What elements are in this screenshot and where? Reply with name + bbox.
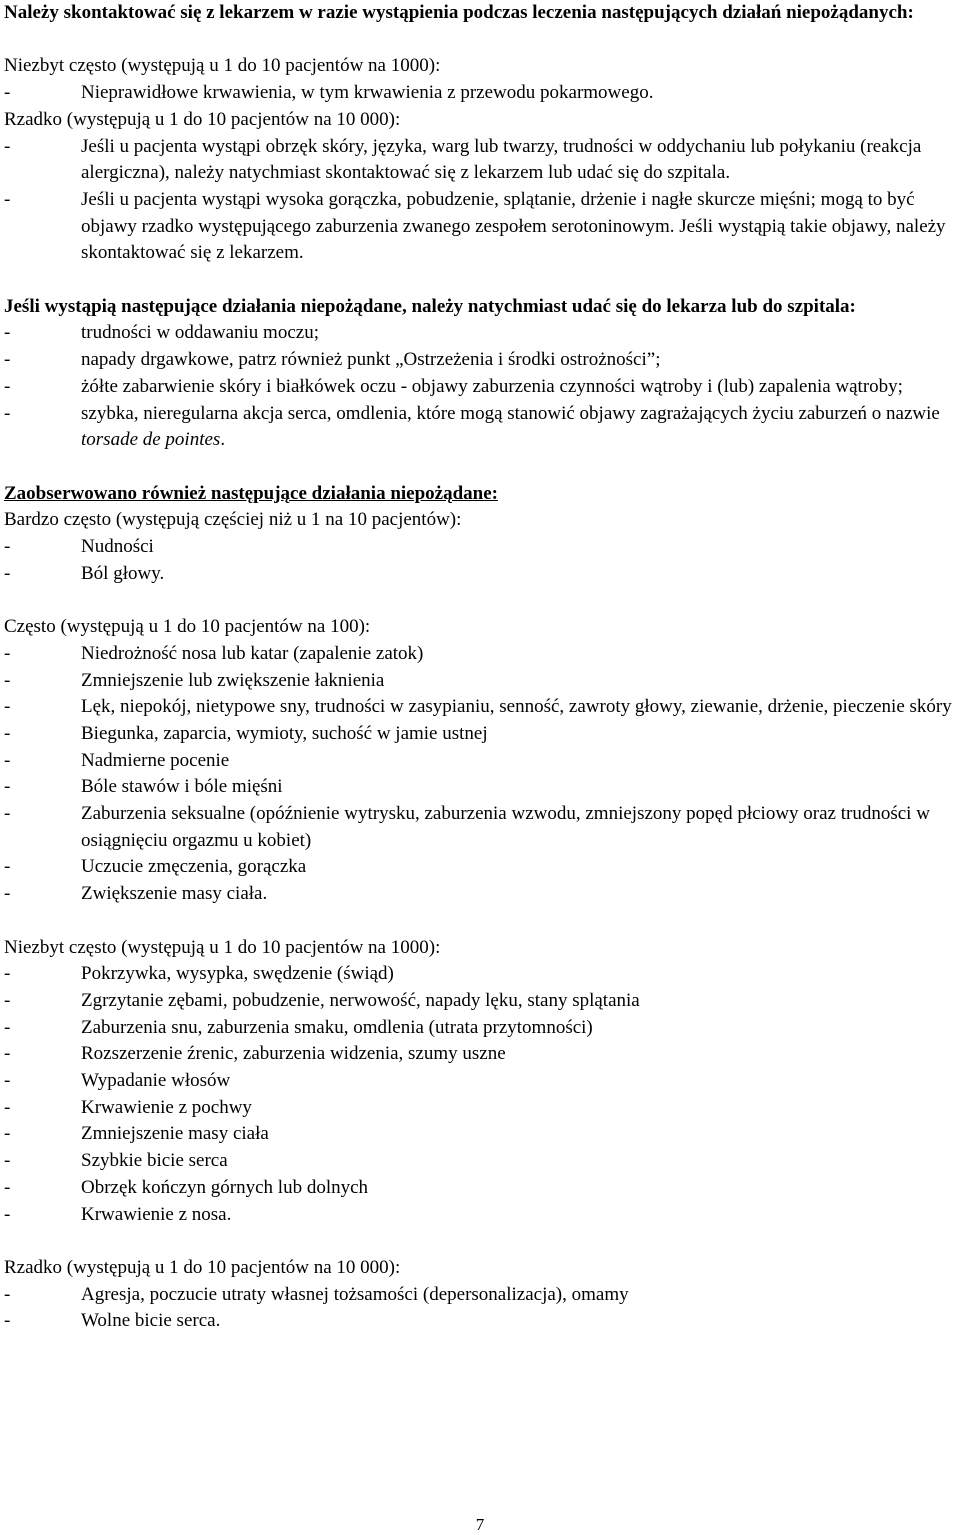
- frequency-label: Rzadko (występują u 1 do 10 pacjentów na 10 000):: [4, 1256, 401, 1278]
- list-item: - Pokrzywka, wysypka, swędzenie (świąd): [4, 961, 958, 988]
- list-item: - Uczucie zmęczenia, gorączka: [4, 854, 958, 881]
- list-item: - Wolne bicie serca.: [4, 1308, 958, 1335]
- section-heading: Zaobserwowano również następujące działania niepożądane:: [4, 482, 498, 504]
- effects-list: [4, 1282, 958, 1335]
- list-item: - Jeśli u pacjenta wystąpi obrzęk skóry, języka, warg lub twarzy, trudności w oddychaniu lub połykaniu (reakcja alergiczna), należy natychmiast skontaktować się z lekarzem lub udać się do szpitala.: [4, 134, 958, 187]
- list-item: - Bóle stawów i bóle mięśni: [4, 774, 958, 801]
- list-item: - Zaburzenia seksualne (opóźnienie wytrysku, zaburzenia wzwodu, zmniejszony popęd płciowy oraz trudności w osiągnięciu orgazmu u kobiet): [4, 801, 958, 854]
- list-item: - Biegunka, zaparcia, wymioty, suchość w jamie ustnej: [4, 721, 958, 748]
- section-heading: Jeśli wystąpią następujące działania niepożądane, należy natychmiast udać się do lekarza lub do szpitala:: [4, 295, 856, 317]
- list-item-text: szybka, nieregularna akcja serca, omdlenia, które mogą stanowić objawy zagrażających życiu zaburzeń o nazwie: [81, 402, 940, 424]
- section-heading: Należy skontaktować się z lekarzem w razie wystąpienia podczas leczenia następujących działań niepożądanych:: [4, 2, 914, 23]
- list-item: - Zgrzytanie zębami, pobudzenie, nerwowość, napady lęku, stany splątania: [4, 988, 958, 1015]
- list-item: - Nudności: [4, 534, 958, 561]
- italic-term: torsade de pointes: [81, 429, 221, 451]
- frequency-label: Niezbyt często (występują u 1 do 10 pacjentów na 1000):: [4, 936, 441, 958]
- frequency-label: Rzadko (występują u 1 do 10 pacjentów na 10 000):: [4, 108, 401, 130]
- list-item: - Jeśli u pacjenta wystąpi wysoka gorączka, pobudzenie, splątanie, drżenie i nagłe skurcze mięśni; mogą to być objawy rzadko występującego zaburzenia zwanego zespołem serotoninowym. Jeśli wystąpią takie objawy, należy skontaktować się z lekarzem.: [4, 187, 958, 267]
- list-item-end: .: [220, 429, 226, 451]
- list-item: - Krwawienie z nosa.: [4, 1202, 958, 1229]
- page-number: 7: [475, 1515, 485, 1534]
- list-item: - Rozszerzenie źrenic, zaburzenia widzenia, szumy uszne: [4, 1041, 958, 1068]
- effects-list: [4, 80, 958, 107]
- list-item: - Nadmierne pocenie: [4, 748, 958, 775]
- list-item: - Zmniejszenie masy ciała: [4, 1121, 958, 1148]
- frequency-label: Często (występują u 1 do 10 pacjentów na 100):: [4, 616, 371, 638]
- list-item: - Agresja, poczucie utraty własnej tożsamości (depersonalizacja), omamy: [4, 1282, 958, 1309]
- list-item: - Zwiększenie masy ciała.: [4, 881, 958, 908]
- list-item: [4, 401, 958, 454]
- effects-list: [4, 961, 958, 1228]
- list-item: - Zaburzenia snu, zaburzenia smaku, omdlenia (utrata przytomności): [4, 1015, 958, 1042]
- list-item: - Wypadanie włosów: [4, 1068, 958, 1095]
- list-item: - napady drgawkowe, patrz również punkt „Ostrzeżenia i środki ostrożności”;: [4, 347, 958, 374]
- effects-list: [4, 534, 958, 587]
- effects-list: [4, 134, 958, 268]
- effects-list: [4, 641, 958, 908]
- frequency-label: Niezbyt często (występują u 1 do 10 pacjentów na 1000):: [4, 55, 441, 77]
- list-item: - Nieprawidłowe krwawienia, w tym krwawienia z przewodu pokarmowego.: [4, 80, 958, 107]
- list-item: - Szybkie bicie serca: [4, 1148, 958, 1175]
- list-item: - Niedrożność nosa lub katar (zapalenie zatok): [4, 641, 958, 668]
- list-item: - Krwawienie z pochwy: [4, 1095, 958, 1122]
- list-item: - trudności w oddawaniu moczu;: [4, 320, 958, 347]
- effects-list: [4, 320, 958, 454]
- list-item: - Ból głowy.: [4, 561, 958, 588]
- list-item: - Zmniejszenie lub zwiększenie łaknienia: [4, 668, 958, 695]
- page-content: [4, 0, 958, 1335]
- list-item: - żółte zabarwienie skóry i białkówek oczu - objawy zaburzenia czynności wątroby i (lub) zapalenia wątroby;: [4, 374, 958, 401]
- list-item: - Obrzęk kończyn górnych lub dolnych: [4, 1175, 958, 1202]
- list-item: - Lęk, niepokój, nietypowe sny, trudności w zasypianiu, senność, zawroty głowy, ziewanie, drżenie, pieczenie skóry: [4, 694, 958, 721]
- frequency-label: Bardzo często (występują częściej niż u 1 na 10 pacjentów):: [4, 509, 462, 531]
